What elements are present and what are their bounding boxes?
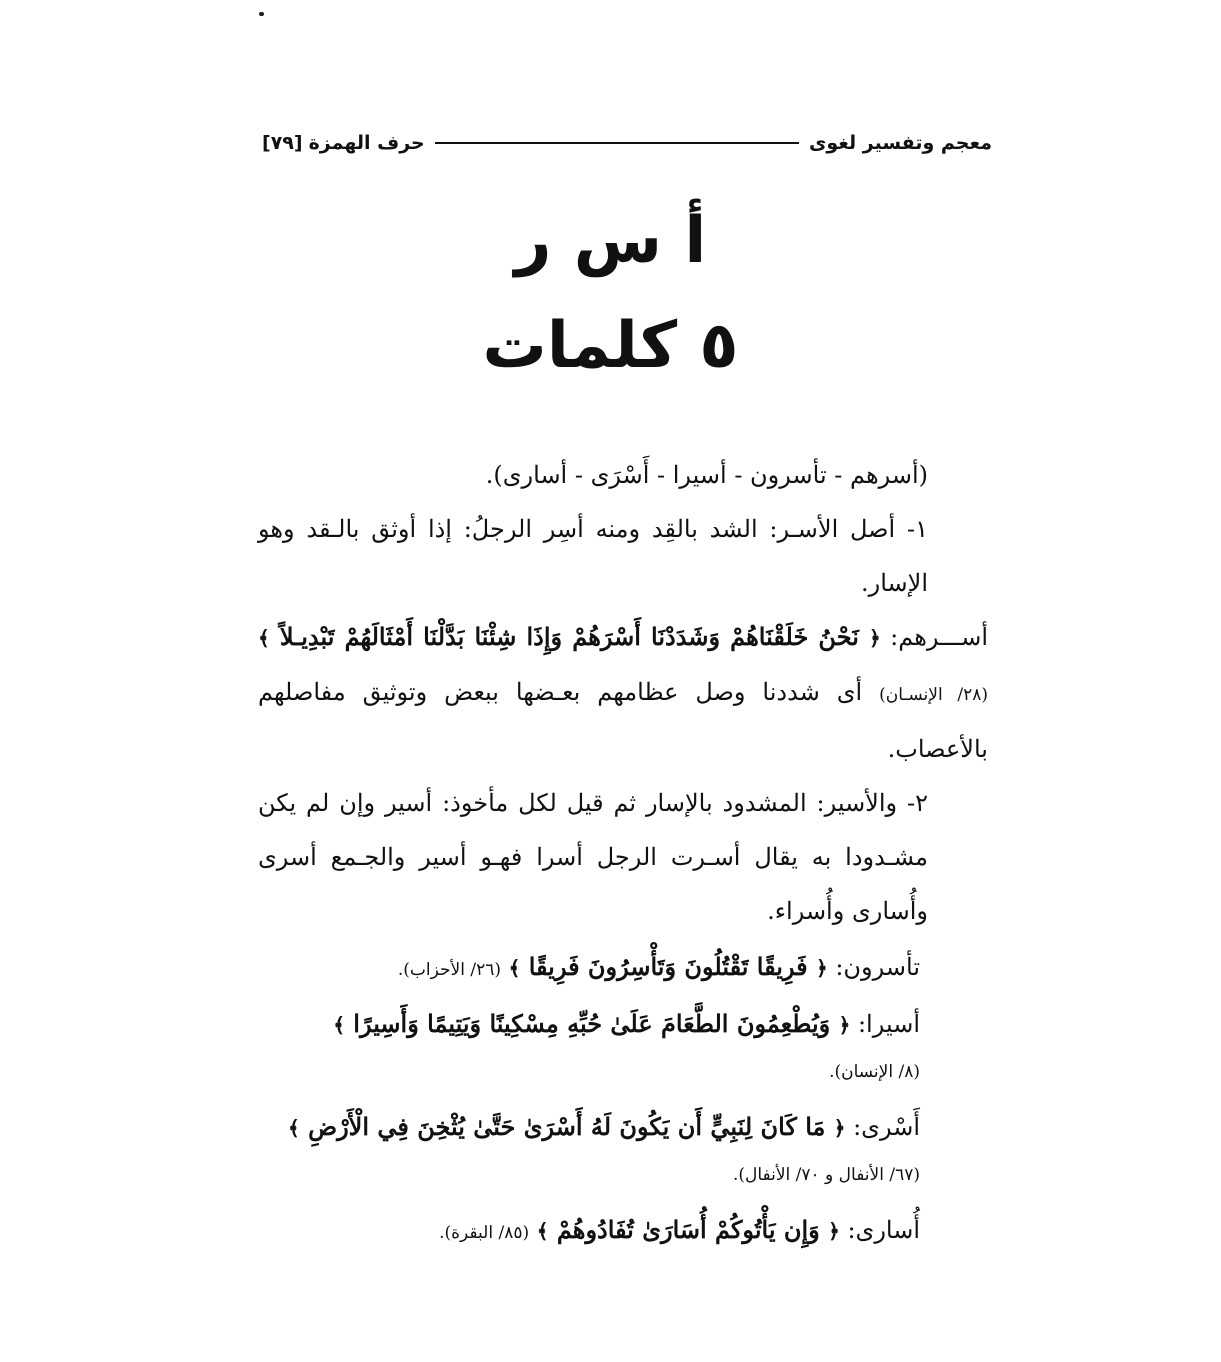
brace-close: ﴾ — [287, 1116, 300, 1140]
brace-close: ﴾ — [333, 1013, 345, 1037]
example-label: أسيرا: — [850, 1010, 920, 1038]
entry-body — [258, 448, 988, 938]
example-usara — [300, 1203, 920, 1260]
brace-open: ﴿ — [833, 1116, 846, 1140]
example-ref: (٨/ الإنسان). — [829, 1062, 920, 1082]
brace-open: ﴿ — [828, 1219, 840, 1243]
example-verse — [333, 1009, 850, 1038]
example-verse-text: وَإِن يَأْتُوكُمْ أُسَارَىٰ تُفَادُوهُمْ — [556, 1215, 820, 1244]
brace-close: ﴾ — [508, 956, 521, 980]
brace-close: ﴾ — [258, 626, 270, 650]
example-verse — [288, 1112, 845, 1141]
example-asra — [287, 1100, 920, 1155]
paragraph-2-text: والأسير: المشدود بالإسار ثم قيل لكل مأخوذ: أسير وإن لم يكن مشـدودا به يقال أسـرت الرجل أسرا فهـو أسير والجـمع أسرى وأُسارى وأُسراء. — [258, 789, 928, 925]
example-ref: (٢٦/ الأحزاب). — [397, 960, 501, 980]
example-verse — [537, 1215, 840, 1244]
header-rule — [435, 142, 799, 144]
page-number: [٧٩] — [262, 132, 303, 154]
asrahum-entry — [258, 610, 988, 776]
brace-close: ﴾ — [536, 1219, 549, 1243]
example-verse-text: مَا كَانَ لِنَبِيٍّ أَن يَكُونَ لَهُ أَسْرَىٰ حَتَّىٰ يُثْخِنَ فِي الْأَرْضِ — [308, 1112, 826, 1141]
example-verse — [509, 952, 828, 981]
scan-speck — [259, 12, 264, 16]
example-tasiroon — [300, 940, 920, 997]
example-label: أَسْرى: — [845, 1113, 920, 1141]
asrahum-ref: (٢٨/ الإنسـان) — [879, 685, 988, 705]
example-verse-text: وَيُطْعِمُونَ الطَّعَامَ عَلَىٰ حُبِّهِ مِسْكِينًا وَيَتِيمًا وَأَسِيرًا — [353, 1009, 831, 1038]
example-ref: (٨٥/ البقرة). — [439, 1223, 530, 1243]
paragraph-2 — [258, 776, 988, 938]
example-label: أُسارى: — [839, 1216, 920, 1244]
paragraph-1-text: أصل الأسـر: الشد بالقِد ومنه أسِر الرجلُ: إذا أوثق بالـقد وهو الإسار. — [258, 515, 928, 597]
asrahum-label: أســـرهم: — [880, 623, 988, 651]
example-aseera — [300, 997, 920, 1052]
root-letters: أ س ر — [514, 204, 707, 278]
asrahum-explanation: أى شددنا وصل عظامهم بعـضها ببعض وتوثيق مفاصلهم بالأعصاب. — [258, 678, 988, 763]
example-label: تأسرون: — [827, 953, 920, 981]
example-ref: (٦٧/ الأنفال و ٧٠/ الأنفال). — [732, 1165, 920, 1185]
book-title: معجم وتفسير لغوى — [808, 132, 992, 154]
paragraph-2-number: ٢- — [897, 789, 928, 817]
examples-list — [287, 940, 920, 1260]
brace-open: ﴿ — [816, 956, 828, 980]
word-count: ٥ كلمات — [482, 309, 739, 383]
asrahum-verse — [258, 622, 881, 651]
brace-open: ﴿ — [869, 626, 881, 650]
chapter-title: حرف الهمزة — [308, 132, 425, 154]
paragraph-1-number: ١- — [895, 515, 928, 543]
running-header — [262, 128, 992, 158]
paragraph-1 — [258, 502, 988, 610]
example-verse-text: فَرِيقًا تَقْتُلُونَ وَتَأْسِرُونَ فَرِيقًا — [528, 952, 808, 981]
asrahum-verse-text: نَحْنُ خَلَقْنَاهُمْ وَشَدَدْنَا أَسْرَهُمْ وَإِذَا شِئْنَا بَدَّلْنَا أَمْثَالَهُمْ تَبْدِيـلاً — [279, 622, 859, 651]
brace-open: ﴿ — [838, 1013, 851, 1037]
words-list: (أسرهم - تأسرون - أسيرا - أَسْرَى - أسارى). — [485, 461, 928, 489]
